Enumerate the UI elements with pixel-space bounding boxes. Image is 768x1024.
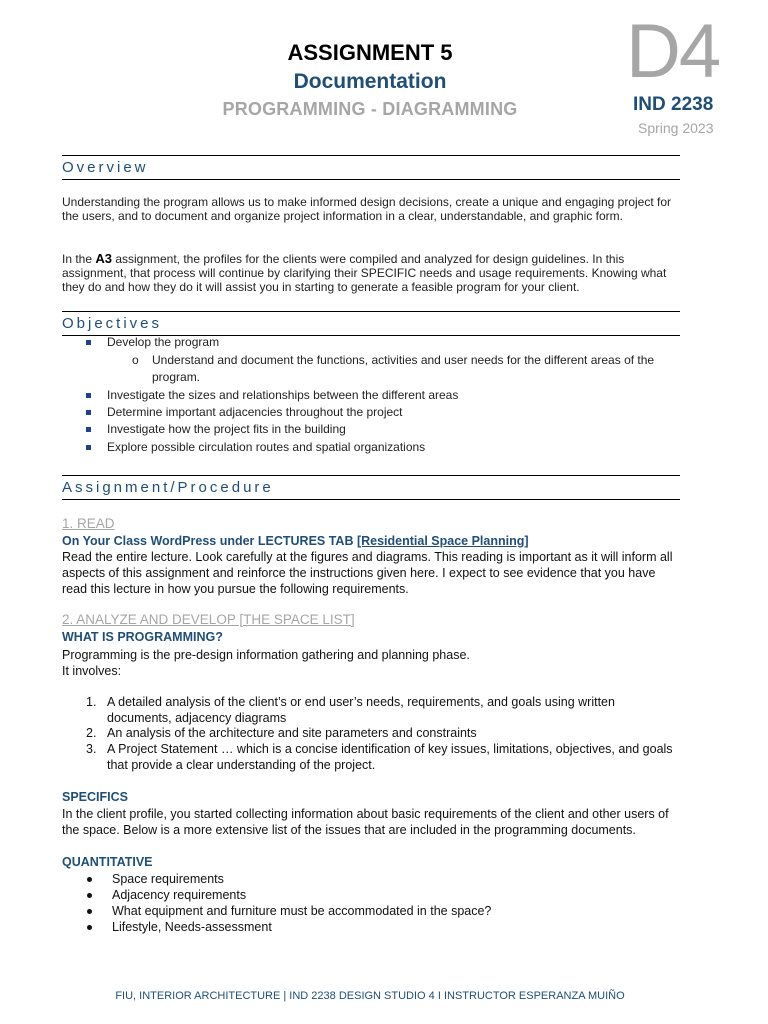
overview-section-header [62,155,680,180]
procedure-section-header [62,475,680,500]
overview-p2-pre: In the [62,252,96,266]
page-footer: FIU, INTERIOR ARCHITECTURE | IND 2238 DESIGN STUDIO 4 I INSTRUCTOR ESPERANZA MUIÑO [115,990,625,1002]
numbered-marker-3: 3. [86,742,97,756]
objective-item-5: Explore possible circulation routes and spatial organizations [107,440,426,454]
quantitative-heading: QUANTITATIVE [62,855,153,869]
residential-space-planning-link[interactable]: [Residential Space Planning] [356,534,529,548]
involves-intro: It involves: [62,664,122,678]
numbered-item-1: A detailed analysis of the client’s or end user’s needs, requirements, and goals using written documents, adjacency diagrams [107,695,615,725]
read-subheading [62,534,529,548]
design-code: D4 [626,9,720,94]
what-is-programming-heading: WHAT IS PROGRAMMING? [62,630,223,644]
quant-item-1: Space requirements [112,872,224,886]
bullet-square-icon [86,340,91,345]
specifics-heading: SPECIFICS [62,790,128,804]
bullet-square-icon [86,410,91,415]
objective-item-3: Determine important adjacencies throughout the project [107,405,403,419]
read-subheading-text: On Your Class WordPress under LECTURES TAB [62,534,357,548]
overview-p2-post: assignment, the profiles for the clients were compiled and analyzed for design guidelines. In this assignment, that process will continue by clarifying their SPECIFIC needs and usage requirements. Knowing what they do and how they do it will assist you in starting to generate a feasible program for your client. [62,252,667,294]
objective-item-1: Develop the program [107,335,220,349]
bullet-dot-icon [87,877,92,882]
assignment-subtitle: Documentation [293,70,447,93]
overview-p2-bold: A3 [95,251,112,266]
numbered-marker-1: 1. [86,695,97,709]
quant-item-2: Adjacency requirements [112,888,247,902]
bullet-square-icon [86,427,91,432]
programming-definition: Programming is the pre-design information gathering and planning phase. [62,648,470,662]
bullet-square-icon [86,393,91,398]
objective-item-4: Investigate how the project fits in the building [107,422,346,436]
quant-item-4: Lifestyle, Needs-assessment [112,920,272,934]
procedure-heading: Assignment/Procedure [62,479,274,496]
objectives-section-header [62,311,680,336]
bullet-dot-icon [87,893,92,898]
numbered-item-3: A Project Statement … which is a concise identification of key issues, limitations, objectives, and goals that provide a clear understanding of the project. [107,742,673,772]
overview-heading: Overview [62,159,149,176]
assignment-title: ASSIGNMENT 5 [287,40,453,65]
numbered-marker-2: 2. [86,726,97,740]
read-heading: 1. READ [62,516,115,531]
bullet-dot-icon [87,925,92,930]
numbered-item-2: An analysis of the architecture and site parameters and constraints [107,726,477,740]
overview-paragraph-2 [62,252,682,294]
bullet-dot-icon [87,909,92,914]
analyze-heading: 2. ANALYZE AND DEVELOP [THE SPACE LIST] [62,612,355,627]
sub-bullet-marker: o [132,353,139,367]
quant-item-3: What equipment and furniture must be accommodated in the space? [112,904,492,918]
objectives-heading: Objectives [62,315,163,332]
assignment-topic: PROGRAMMING - DIAGRAMMING [222,99,518,119]
read-text: Read the entire lecture. Look carefully at the figures and diagrams. This reading is important as it will inform all aspects of this assignment and reinforce the instructions given here. I expect to see evidence that you have read this lecture in how you pursue the following requirements. [62,550,673,596]
bullet-square-icon [86,445,91,450]
specifics-text: In the client profile, you started collecting information about basic requirements of the client and other users of the space. Below is a more extensive list of the issues that are included in the programming documents. [62,807,669,837]
course-number: IND 2238 [633,94,714,115]
objective-item-2: Investigate the sizes and relationships between the different areas [107,388,459,402]
objective-subitem-1: Understand and document the functions, activities and user needs for the different areas of the program. [152,353,655,384]
term: Spring 2023 [638,120,714,136]
overview-paragraph-1: Understanding the program allows us to make informed design decisions, create a unique and engaging project for the users, and to document and organize project information in a clear, understandable, and graphic form. [62,195,672,223]
